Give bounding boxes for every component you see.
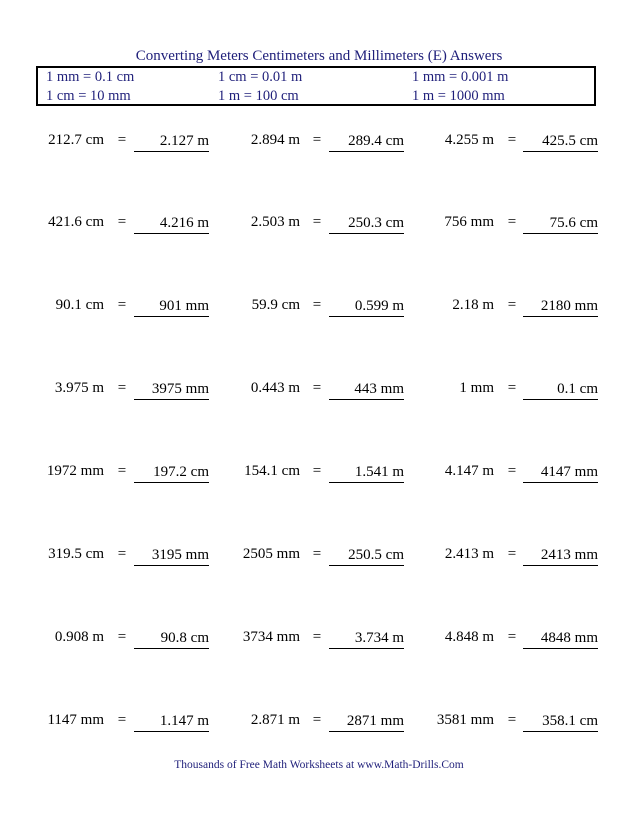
problem-row: [0, 297, 638, 319]
problem-answer: 358.1 cm: [523, 712, 598, 732]
problem-row: [0, 546, 638, 568]
problem-row: [0, 463, 638, 485]
equals-sign: =: [507, 132, 517, 148]
problem-question: 0.443 m: [250, 380, 300, 396]
equals-sign: =: [117, 712, 127, 728]
equals-sign: =: [507, 463, 517, 479]
equals-sign: =: [312, 629, 322, 645]
equals-sign: =: [117, 546, 127, 562]
problem-question: 4.848 m: [444, 629, 494, 645]
problem-question: 3734 mm: [242, 629, 300, 645]
problem-answer: 425.5 cm: [523, 132, 598, 152]
problem-answer: 2.127 m: [134, 132, 209, 152]
equals-sign: =: [312, 214, 322, 230]
equals-sign: =: [117, 629, 127, 645]
equals-sign: =: [117, 463, 127, 479]
equals-sign: =: [117, 132, 127, 148]
problem-question: 4.255 m: [444, 132, 494, 148]
equals-sign: =: [507, 629, 517, 645]
problem-question: 3.975 m: [54, 380, 104, 396]
problem-question: 319.5 cm: [48, 546, 104, 562]
problem-answer: 3975 mm: [134, 380, 209, 400]
problem-question: 3581 mm: [436, 712, 494, 728]
problem-answer: 90.8 cm: [134, 629, 209, 649]
problem-question: 1972 mm: [46, 463, 104, 479]
problem-question: 421.6 cm: [48, 214, 104, 230]
problem-question: 756 mm: [444, 214, 494, 230]
problem-question: 2505 mm: [242, 546, 300, 562]
reference-cm-to-mm: 1 cm = 10 mm: [46, 88, 131, 104]
problem-answer: 0.1 cm: [523, 380, 598, 400]
problem-row: [0, 629, 638, 651]
problem-row: [0, 214, 638, 236]
problem-question: 212.7 cm: [48, 132, 104, 148]
equals-sign: =: [312, 463, 322, 479]
problem-question: 1147 mm: [47, 712, 104, 728]
equals-sign: =: [507, 214, 517, 230]
problem-answer: 0.599 m: [329, 297, 404, 317]
problem-answer: 2871 mm: [329, 712, 404, 732]
problem-question: 1 mm: [459, 380, 494, 396]
problem-answer: 2413 mm: [523, 546, 598, 566]
problem-question: 2.894 m: [250, 132, 300, 148]
problem-answer: 3.734 m: [329, 629, 404, 649]
problem-answer: 75.6 cm: [523, 214, 598, 234]
problem-question: 90.1 cm: [55, 297, 104, 313]
conversion-reference-box: [36, 66, 596, 106]
problem-question: 2.503 m: [250, 214, 300, 230]
problem-question: 0.908 m: [54, 629, 104, 645]
reference-mm-to-m: 1 mm = 0.001 m: [412, 69, 509, 85]
equals-sign: =: [507, 546, 517, 562]
problem-answer: 1.147 m: [134, 712, 209, 732]
problem-answer: 1.541 m: [329, 463, 404, 483]
reference-cm-to-m: 1 cm = 0.01 m: [218, 69, 303, 85]
equals-sign: =: [312, 297, 322, 313]
problem-question: 2.871 m: [250, 712, 300, 728]
problem-answer: 2180 mm: [523, 297, 598, 317]
problem-question: 154.1 cm: [244, 463, 300, 479]
equals-sign: =: [312, 546, 322, 562]
equals-sign: =: [507, 712, 517, 728]
worksheet-title: Converting Meters Centimeters and Millimeters (E) Answers: [135, 48, 503, 64]
footer-credit: Thousands of Free Math Worksheets at www.Math-Drills.Com: [174, 759, 464, 771]
problem-answer: 3195 mm: [134, 546, 209, 566]
reference-m-to-cm: 1 m = 100 cm: [218, 88, 299, 104]
problem-question: 2.18 m: [452, 297, 494, 313]
problem-question: 59.9 cm: [251, 297, 300, 313]
problem-row: [0, 380, 638, 402]
problem-answer: 250.5 cm: [329, 546, 404, 566]
problem-answer: 197.2 cm: [134, 463, 209, 483]
equals-sign: =: [312, 132, 322, 148]
problem-answer: 4147 mm: [523, 463, 598, 483]
equals-sign: =: [312, 712, 322, 728]
problem-answer: 4.216 m: [134, 214, 209, 234]
problem-question: 4.147 m: [444, 463, 494, 479]
problem-answer: 4848 mm: [523, 629, 598, 649]
problem-answer: 250.3 cm: [329, 214, 404, 234]
reference-m-to-mm: 1 m = 1000 mm: [412, 88, 505, 104]
problem-answer: 289.4 cm: [329, 132, 404, 152]
problem-answer: 901 mm: [134, 297, 209, 317]
equals-sign: =: [507, 380, 517, 396]
equals-sign: =: [507, 297, 517, 313]
reference-mm-to-cm: 1 mm = 0.1 cm: [46, 69, 135, 85]
problem-row: [0, 712, 638, 734]
equals-sign: =: [117, 380, 127, 396]
equals-sign: =: [117, 297, 127, 313]
problem-question: 2.413 m: [444, 546, 494, 562]
equals-sign: =: [117, 214, 127, 230]
problem-answer: 443 mm: [329, 380, 404, 400]
equals-sign: =: [312, 380, 322, 396]
problem-row: [0, 132, 638, 154]
